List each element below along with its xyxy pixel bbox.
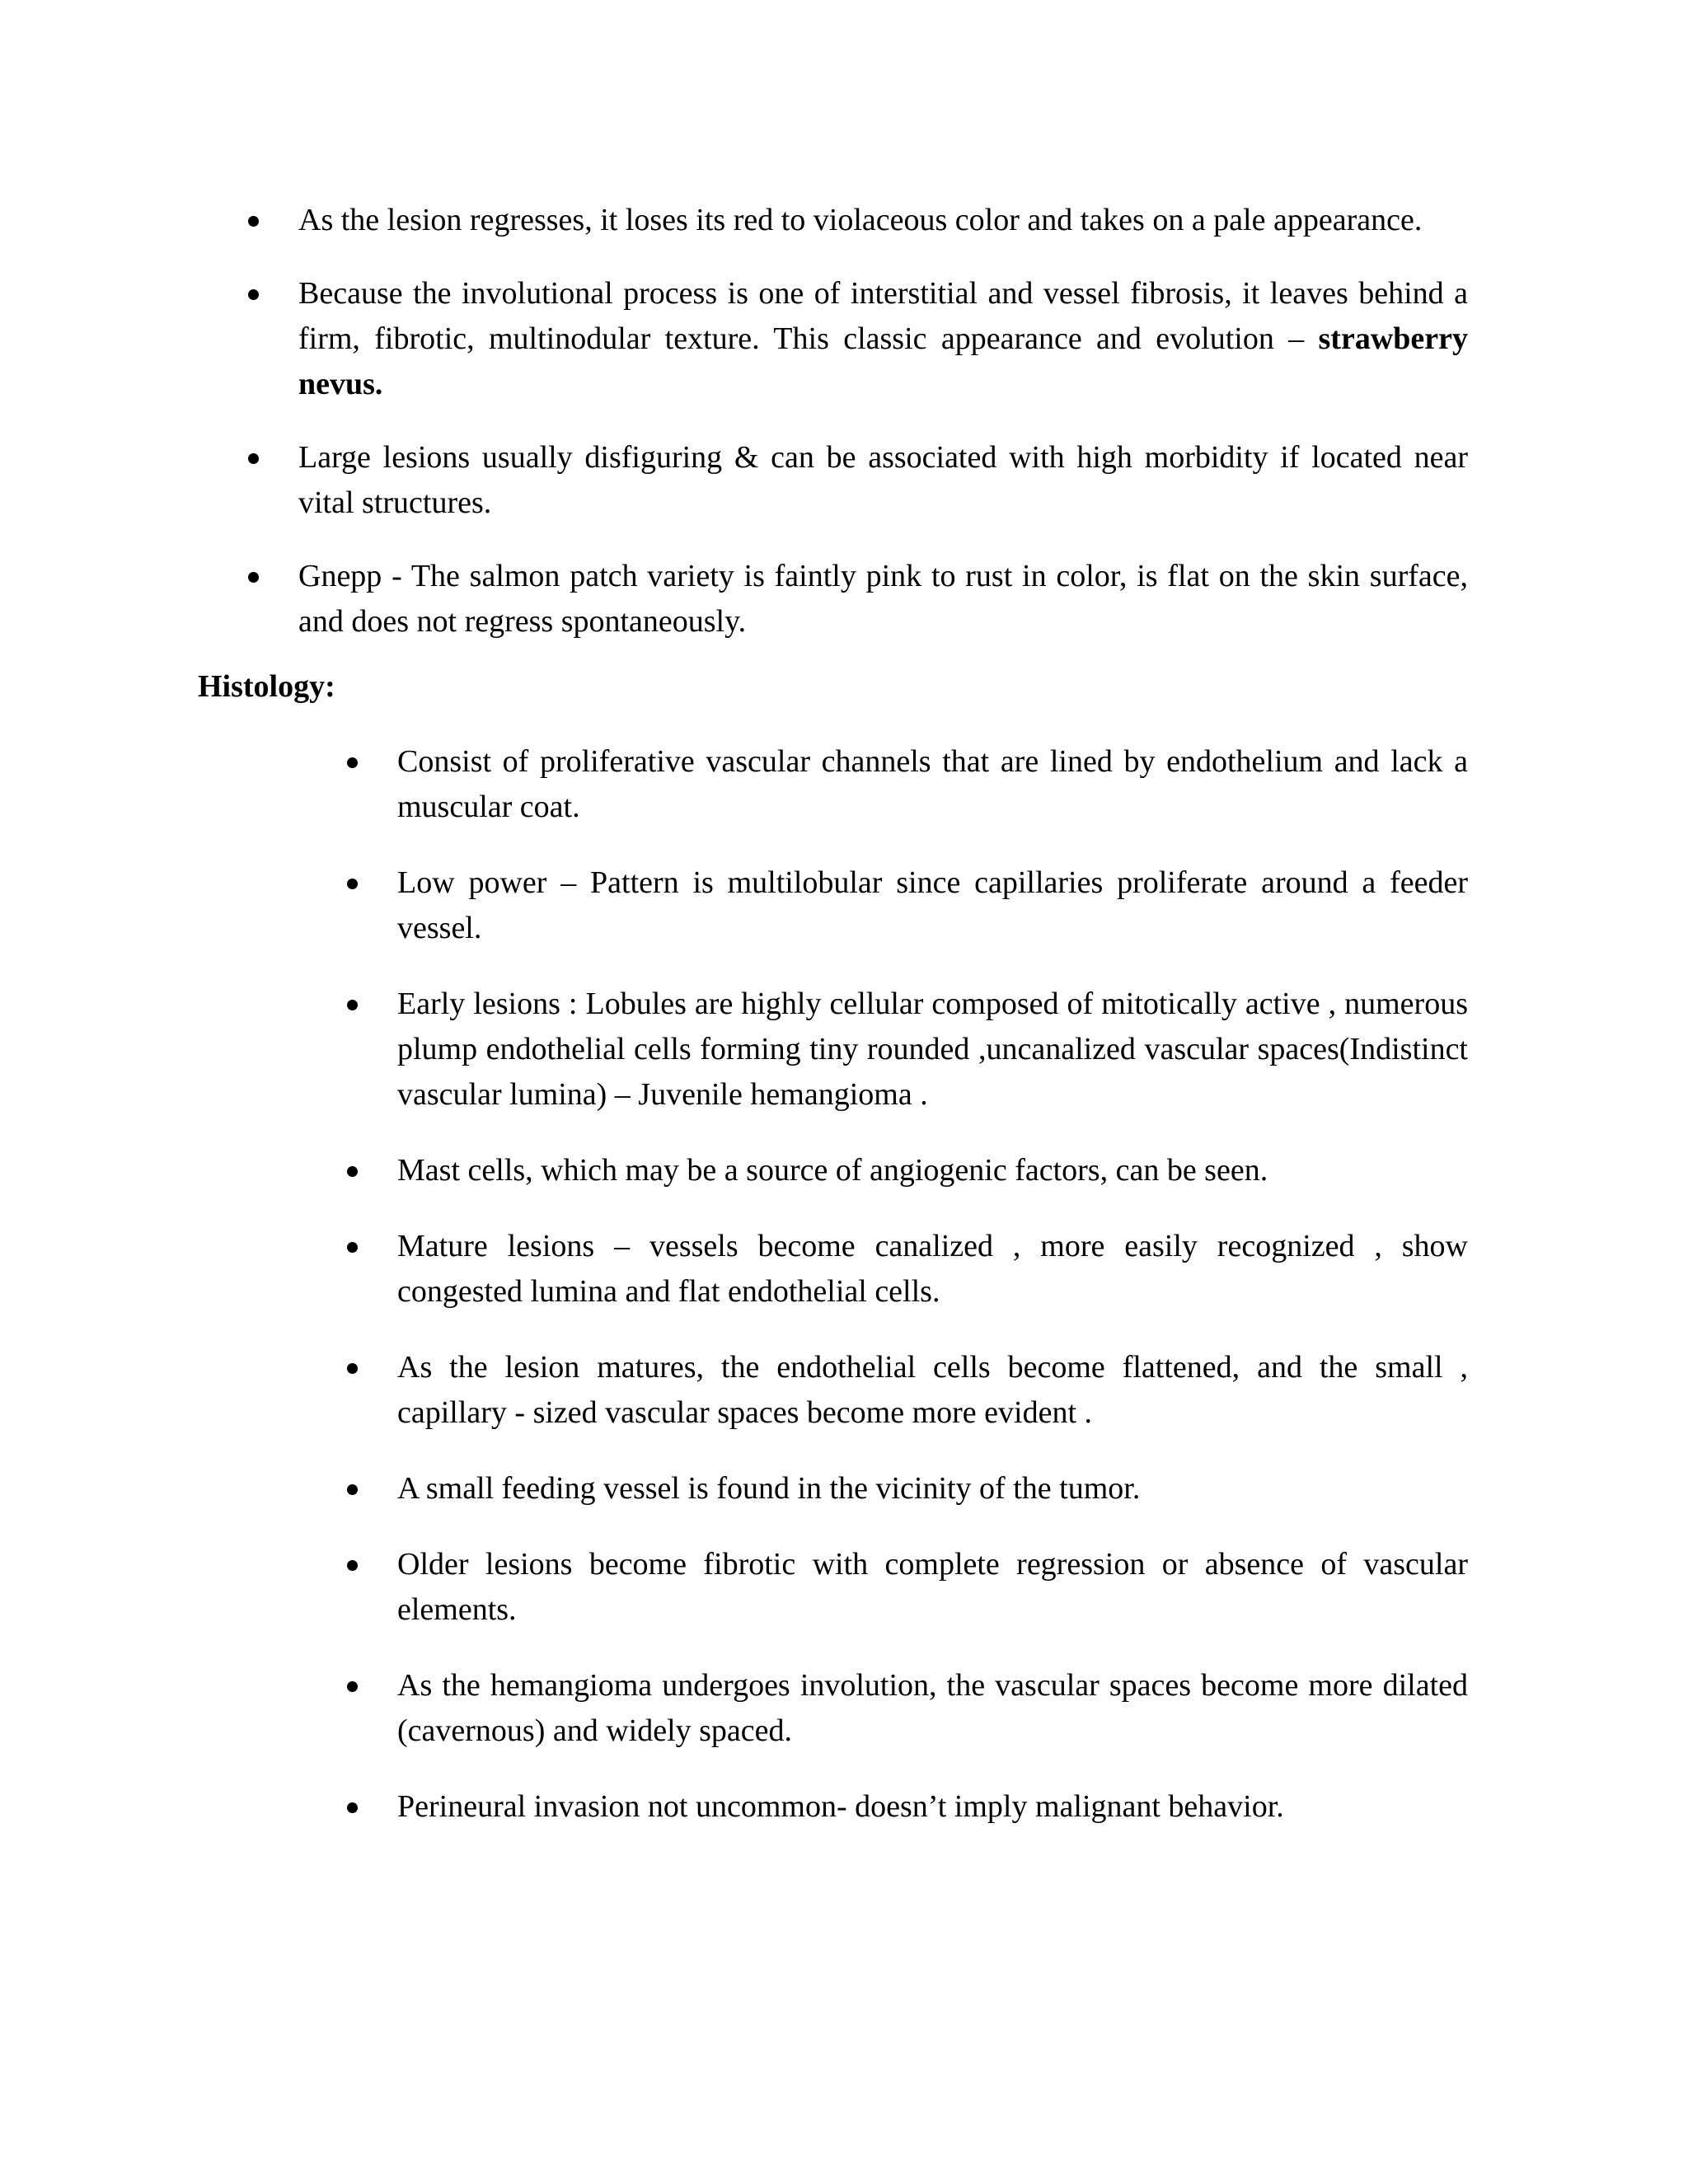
list-item xyxy=(338,1224,1468,1315)
histology-list xyxy=(338,739,1468,1860)
list-item xyxy=(338,739,1468,830)
list-item xyxy=(338,982,1468,1118)
bullet-icon xyxy=(248,572,259,583)
bullet-icon xyxy=(347,1000,358,1010)
item-text: Mast cells, which may be a source of angiogenic factors, can be seen. xyxy=(397,1153,1268,1188)
item-text: Gnepp - The salmon patch variety is faintly pink to rust in color, is flat on the skin surface, and does not regress spontaneously. xyxy=(298,559,1468,639)
bullet-icon xyxy=(347,757,358,768)
bullet-icon xyxy=(347,1681,358,1692)
list-item xyxy=(338,1784,1468,1830)
list-item xyxy=(239,198,1468,243)
item-text: Mature lesions – vessels become canalized , more easily recognized , show congested lumina and flat endothelial cells. xyxy=(397,1229,1468,1309)
bullet-icon xyxy=(347,1166,358,1177)
bullet-icon xyxy=(248,453,259,464)
bullet-icon xyxy=(347,1560,358,1571)
list-item xyxy=(338,1542,1468,1633)
list-item xyxy=(338,860,1468,951)
item-text: Low power – Pattern is multilobular since capillaries proliferate around a feeder vessel. xyxy=(397,865,1468,945)
item-text: Older lesions become fibrotic with complete regression or absence of vascular elements. xyxy=(397,1547,1468,1627)
list-item xyxy=(338,1345,1468,1436)
item-text: As the hemangioma undergoes involution, the vascular spaces become more dilated (cavernous) and widely spaced. xyxy=(397,1668,1468,1748)
histology-heading: Histology: xyxy=(198,669,335,704)
list-item xyxy=(239,554,1468,644)
bullet-icon xyxy=(248,216,259,227)
list-item xyxy=(239,435,1468,526)
item-text: Perineural invasion not uncommon- doesn’t imply malignant behavior. xyxy=(397,1789,1284,1824)
item-text: Early lesions : Lobules are highly cellular composed of mitotically active , numerous plump endothelial cells forming tiny rounded ,uncanalized vascular spaces(Indistinct vascular lumina) – Juvenile hemangioma . xyxy=(397,987,1468,1112)
item-text: A small feeding vessel is found in the vicinity of the tumor. xyxy=(397,1471,1141,1506)
bullet-icon xyxy=(248,289,259,300)
bullet-icon xyxy=(347,879,358,889)
bullet-icon xyxy=(347,1484,358,1495)
bullet-icon xyxy=(347,1242,358,1253)
list-item xyxy=(338,1663,1468,1754)
item-text: As the lesion regresses, it loses its red to violaceous color and takes on a pale appearance. xyxy=(298,203,1423,237)
item-text: As the lesion matures, the endothelial cells become flattened, and the small , capillary - sized vascular spaces become more evident . xyxy=(397,1350,1468,1430)
list-item xyxy=(338,1466,1468,1511)
list-item xyxy=(338,1148,1468,1193)
list-item xyxy=(239,271,1468,407)
bullet-icon xyxy=(347,1802,358,1813)
item-bold-term: strawberry nevus. xyxy=(298,321,1468,401)
clinical-features-list xyxy=(239,198,1468,673)
item-text: Large lesions usually disfiguring & can be associated with high morbidity if located near vital structures. xyxy=(298,440,1468,520)
item-text: Consist of proliferative vascular channels that are lined by endothelium and lack a muscular coat. xyxy=(397,744,1468,824)
bullet-icon xyxy=(347,1363,358,1374)
item-text: Because the involutional process is one of interstitial and vessel fibrosis, it leaves behind a firm, fibrotic, multinodular texture. This classic appearance and evolution – xyxy=(298,276,1468,356)
